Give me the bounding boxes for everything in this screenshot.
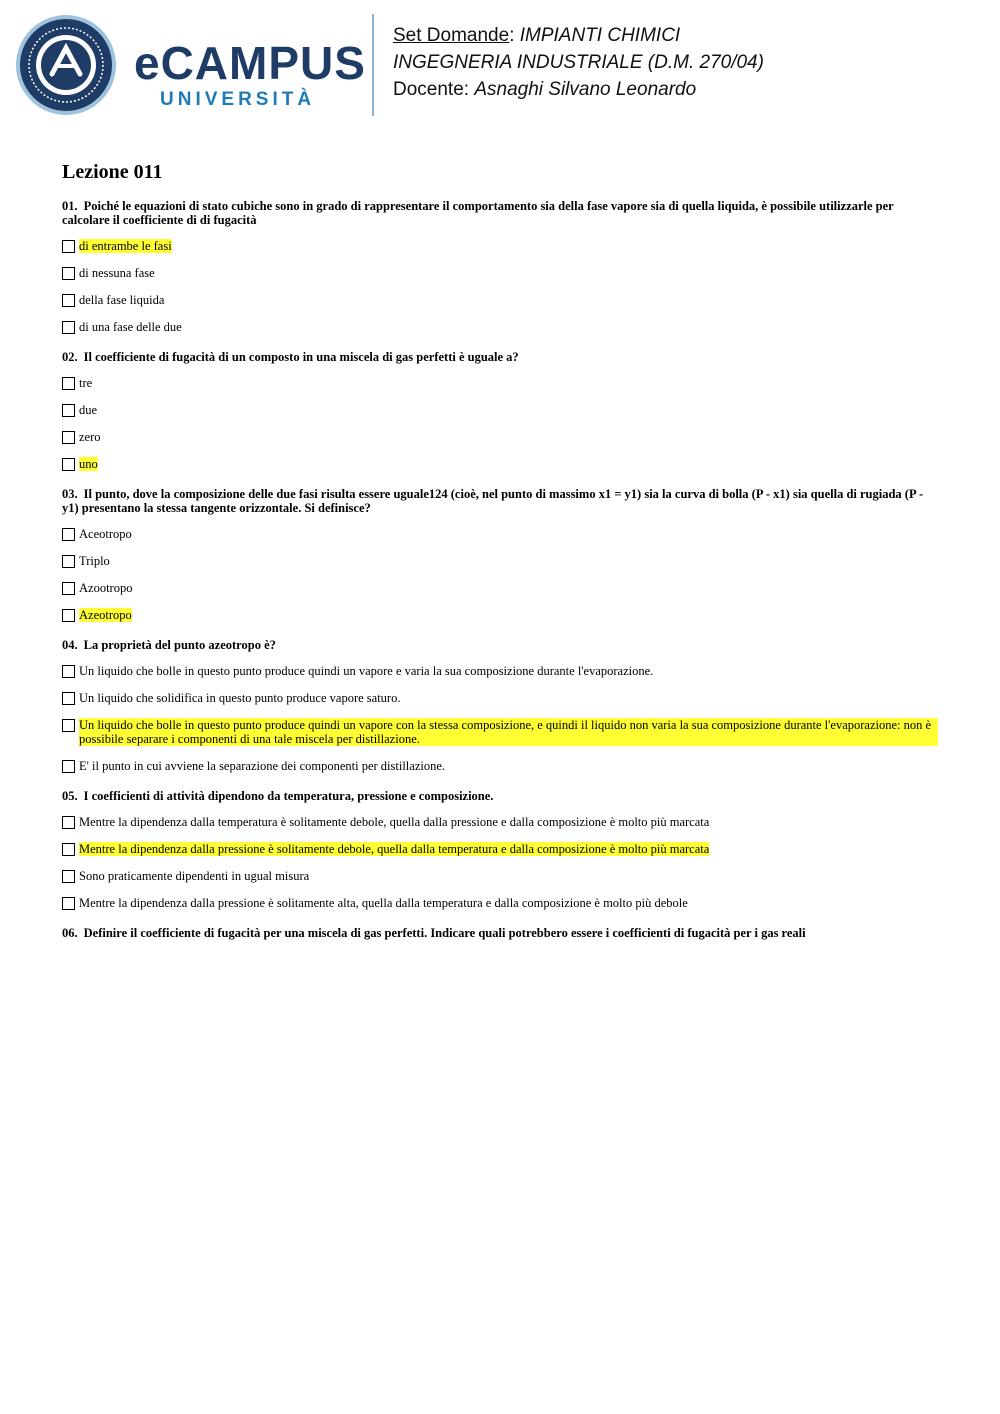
ecampus-logo — [14, 14, 374, 116]
answer-option-label: Un liquido che solidifica in questo punto produce vapore saturo. — [79, 691, 401, 705]
question-list — [62, 199, 938, 940]
answer-option[interactable] — [62, 869, 938, 883]
checkbox[interactable] — [62, 528, 75, 541]
question-body: La proprietà del punto azeotropo è? — [83, 638, 276, 652]
answer-option[interactable] — [62, 457, 938, 471]
question-body: Il punto, dove la composizione delle due fasi risulta essere uguale124 (cioè, nel punto di massimo x1 = y1) sia la curva di bolla (P - x1) sia quella di rugiada (P - y1) presentano la stessa tangente orizzontale. Si definisce? — [62, 487, 924, 515]
question-number: 05. — [62, 789, 78, 803]
answer-option[interactable] — [62, 815, 938, 829]
checkbox[interactable] — [62, 843, 75, 856]
teacher-line — [393, 76, 764, 103]
question-body: I coefficienti di attività dipendono da temperatura, pressione e composizione. — [83, 789, 494, 803]
answer-option-label: Azootropo — [79, 581, 133, 595]
answer-option-label: zero — [79, 430, 101, 444]
checkbox[interactable] — [62, 665, 75, 678]
checkbox[interactable] — [62, 609, 75, 622]
checkbox[interactable] — [62, 692, 75, 705]
checkbox[interactable] — [62, 321, 75, 334]
answer-option-label: Un liquido che bolle in questo punto produce quindi un vapore e varia la sua composizione durante l'evaporazione. — [79, 664, 654, 678]
question-body: Poiché le equazioni di stato cubiche sono in grado di rappresentare il comportamento sia della fase vapore sia di quella liquida, è possibile utilizzarle per calcolare il coefficiente di di fugacità — [62, 199, 894, 227]
document-content — [62, 160, 938, 956]
answer-option[interactable] — [62, 608, 938, 622]
header-divider — [372, 14, 374, 116]
checkbox[interactable] — [62, 555, 75, 568]
checkbox[interactable] — [62, 760, 75, 773]
page-header — [14, 14, 986, 116]
answer-option[interactable] — [62, 293, 938, 307]
question-text — [62, 350, 938, 364]
question-3 — [62, 487, 938, 622]
answer-option-label: Mentre la dipendenza dalla pressione è solitamente alta, quella dalla temperatura e dalla composizione è molto più debole — [79, 896, 688, 910]
question-body: Definire il coefficiente di fugacità per una miscela di gas perfetti. Indicare quali potrebbero essere i coefficienti di fugacità per i gas reali — [83, 926, 806, 940]
answer-option[interactable] — [62, 554, 938, 568]
answer-option-label-highlighted: Mentre la dipendenza dalla pressione è solitamente debole, quella dalla temperatura e dalla composizione è molto più marcata — [79, 842, 710, 856]
header-info — [393, 22, 764, 103]
teacher-value: Asnaghi Silvano Leonardo — [474, 79, 697, 100]
answer-option-label-highlighted: Un liquido che bolle in questo punto produce quindi un vapore con la stessa composizione, e quindi il liquido non varia la sua composizione durante l'evaporazione: non è possibile separare i componenti di una tale miscela per distillazione. — [79, 718, 938, 746]
answer-option-label: Sono praticamente dipendenti in ugual misura — [79, 869, 310, 883]
logo-brand: eCAMPUS — [134, 37, 366, 89]
answer-option[interactable] — [62, 403, 938, 417]
lesson-title: Lezione 011 — [62, 161, 163, 183]
question-text — [62, 926, 938, 940]
teacher-label: Docente: — [393, 79, 475, 100]
university-seal-icon — [14, 14, 118, 116]
answer-option[interactable] — [62, 239, 938, 253]
set-value: IMPIANTI CHIMICI — [519, 25, 681, 46]
question-number: 04. — [62, 638, 78, 652]
answer-option-label-highlighted: uno — [79, 457, 98, 471]
answer-option-label-highlighted: Azeotropo — [79, 608, 132, 622]
answer-option[interactable] — [62, 842, 938, 856]
course-value: INGEGNERIA INDUSTRIALE (D.M. 270/04) — [393, 52, 764, 73]
question-text — [62, 199, 938, 227]
question-text — [62, 638, 938, 652]
question-text — [62, 789, 938, 803]
answer-option-label: E' il punto in cui avviene la separazione dei componenti per distillazione. — [79, 759, 446, 773]
answer-option-label: di nessuna fase — [79, 266, 155, 280]
question-6 — [62, 926, 938, 940]
checkbox[interactable] — [62, 719, 75, 732]
answer-option-label: Triplo — [79, 554, 110, 568]
answer-option-label: di una fase delle due — [79, 320, 182, 334]
set-label: Set Domande — [393, 25, 510, 46]
checkbox[interactable] — [62, 294, 75, 307]
question-1 — [62, 199, 938, 334]
checkbox[interactable] — [62, 870, 75, 883]
checkbox[interactable] — [62, 816, 75, 829]
answer-option[interactable] — [62, 430, 938, 444]
question-number: 01. — [62, 199, 78, 213]
checkbox[interactable] — [62, 897, 75, 910]
question-5 — [62, 789, 938, 910]
checkbox[interactable] — [62, 431, 75, 444]
answer-option[interactable] — [62, 376, 938, 390]
checkbox[interactable] — [62, 267, 75, 280]
answer-option[interactable] — [62, 896, 938, 910]
answer-option[interactable] — [62, 759, 938, 773]
answer-option-label: Aceotropo — [79, 527, 132, 541]
answer-option[interactable] — [62, 581, 938, 595]
question-number: 02. — [62, 350, 78, 364]
question-2 — [62, 350, 938, 471]
answer-option[interactable] — [62, 320, 938, 334]
checkbox[interactable] — [62, 458, 75, 471]
answer-option-label: della fase liquida — [79, 293, 165, 307]
question-body: Il coefficiente di fugacità di un composto in una miscela di gas perfetti è uguale a? — [83, 350, 519, 364]
checkbox[interactable] — [62, 377, 75, 390]
answer-option[interactable] — [62, 266, 938, 280]
answer-option-label: Mentre la dipendenza dalla temperatura è solitamente debole, quella dalla pressione e dalla composizione è molto più marcata — [79, 815, 710, 829]
checkbox[interactable] — [62, 240, 75, 253]
answer-option[interactable] — [62, 527, 938, 541]
answer-option[interactable] — [62, 691, 938, 705]
answer-option-label: tre — [79, 376, 93, 390]
logo-sub: UNIVERSITÀ — [160, 89, 316, 110]
question-4 — [62, 638, 938, 773]
question-text — [62, 487, 938, 515]
answer-option-label-highlighted: di entrambe le fasi — [79, 239, 172, 253]
question-number: 03. — [62, 487, 78, 501]
set-line: Set Domande: IMPIANTI CHIMICI — [393, 25, 681, 46]
course-line — [393, 49, 764, 76]
answer-option[interactable] — [62, 718, 938, 746]
checkbox[interactable] — [62, 404, 75, 417]
answer-option-label: due — [79, 403, 98, 417]
question-number: 06. — [62, 926, 78, 940]
answer-option[interactable] — [62, 664, 938, 678]
checkbox[interactable] — [62, 582, 75, 595]
